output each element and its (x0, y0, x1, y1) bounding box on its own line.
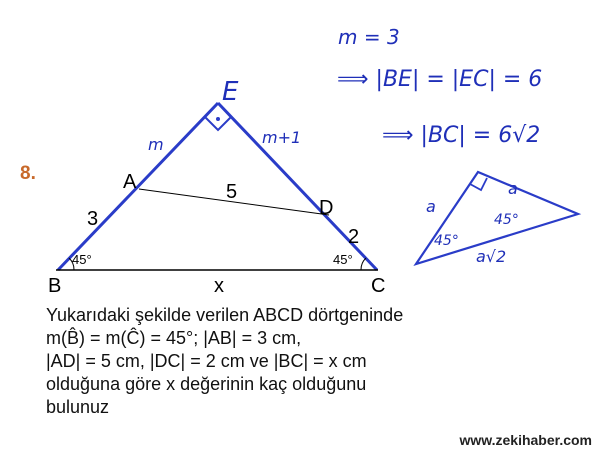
angle-label-B: 45° (72, 252, 92, 267)
handwritten-note-2: ⟹ |BE| = |EC| = 6 (337, 67, 543, 92)
length-label-BC: x (214, 275, 224, 297)
aux-hypotenuse: a√2 (476, 247, 507, 266)
aux-leg-right: a (508, 179, 518, 198)
handwritten-note-3: ⟹ |BC| = 6√2 (382, 123, 541, 148)
vertex-label-A: A (123, 171, 137, 193)
length-label-DC: 2 (348, 226, 360, 248)
problem-line-4: olduğuna göre x değerinin kaç olduğunu (46, 374, 367, 394)
handwritten-note-1: m = 3 (338, 25, 400, 49)
aux-angle-left: 45° (434, 233, 459, 249)
problem-text (46, 304, 586, 419)
vertex-label-E: E (222, 77, 239, 107)
problem-line-5: bulunuz (46, 397, 110, 417)
length-label-AB: 3 (87, 208, 99, 230)
handwritten-ED-length: m+1 (262, 128, 302, 147)
length-label-AD: 5 (226, 181, 238, 203)
angle-label-C: 45° (333, 252, 353, 267)
side-BE (58, 103, 218, 270)
right-angle-dot (216, 117, 220, 121)
vertex-label-C: C (371, 275, 386, 297)
question-number: 8. (20, 163, 36, 184)
aux-leg-left: a (426, 197, 436, 216)
handwritten-EA-length: m (148, 135, 164, 154)
problem-line-2: m(B̂) = m(Ĉ) = 45°; |AB| = 3 cm, (46, 328, 302, 348)
problem-line-3: |AD| = 5 cm, |DC| = 2 cm ve |BC| = x cm (46, 351, 367, 371)
aux-angle-right: 45° (494, 212, 519, 228)
vertex-label-B: B (48, 275, 62, 297)
watermark: www.zekihaber.com (459, 432, 592, 448)
problem-line-1: Yukarıdaki şekilde verilen ABCD dörtgeninde (46, 305, 404, 325)
vertex-label-D: D (319, 197, 334, 219)
